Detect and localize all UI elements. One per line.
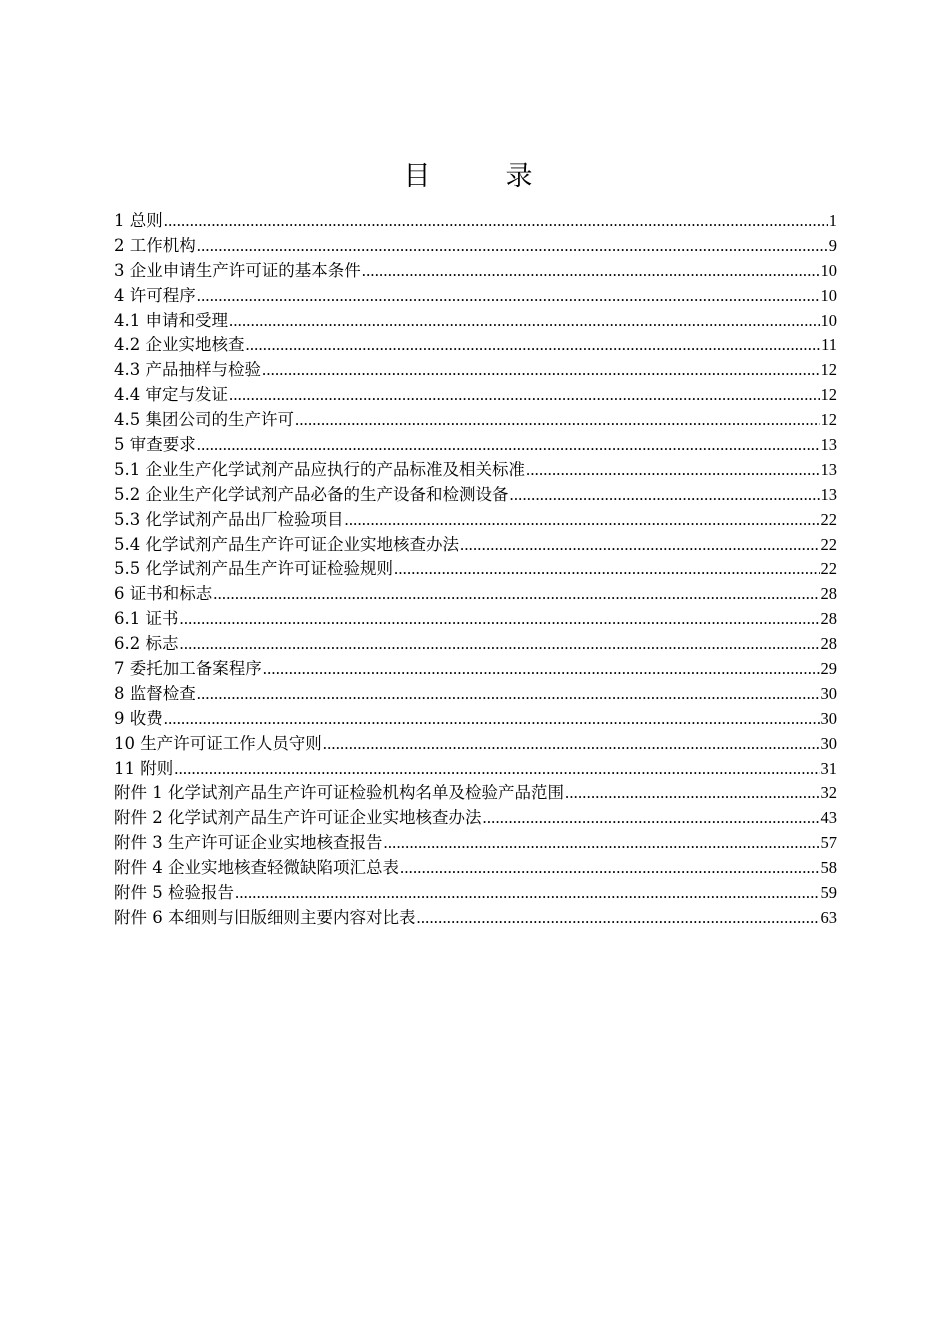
toc-page-number: 22 — [820, 534, 837, 554]
toc-page-number: 30 — [820, 733, 837, 753]
toc-page-number: 28 — [820, 609, 837, 629]
toc-entry-text: 4.4 审定与发证 — [114, 385, 228, 405]
toc-entry-text: 4 许可程序 — [114, 285, 196, 305]
toc-dot-leader — [164, 209, 828, 234]
toc-page-number: 12 — [820, 360, 837, 380]
toc-dot-leader — [345, 508, 820, 533]
toc-dot-leader — [384, 831, 820, 856]
toc-entry-text: 附件 3 生产许可证企业实地核查报告 — [114, 833, 383, 853]
toc-entry[interactable] — [114, 309, 837, 334]
toc-dot-leader — [180, 607, 820, 632]
toc-dot-leader — [417, 906, 820, 931]
toc-page-number: 57 — [820, 833, 837, 853]
toc-entry[interactable] — [114, 707, 837, 732]
toc-entry-text: 3 企业申请生产许可证的基本条件 — [114, 260, 361, 280]
toc-entry[interactable] — [114, 732, 837, 757]
toc-page-number: 30 — [820, 683, 837, 703]
toc-entry-text: 附件 5 检验报告 — [114, 883, 234, 903]
toc-dot-leader — [400, 856, 820, 881]
toc-entry-text: 1 总则 — [114, 211, 163, 230]
toc-entry[interactable] — [114, 657, 837, 682]
toc-page-number: 32 — [820, 783, 837, 803]
toc-entry[interactable] — [114, 433, 837, 458]
toc-entry[interactable] — [114, 831, 837, 856]
toc-page-number: 29 — [820, 659, 837, 679]
toc-entry-text: 附件 1 化学试剂产品生产许可证检验机构名单及检验产品范围 — [114, 783, 564, 803]
toc-page-number: 1 — [828, 211, 837, 230]
toc-page-number: 13 — [820, 459, 837, 479]
toc-entry-text: 4.1 申请和受理 — [114, 310, 228, 330]
toc-entry[interactable] — [114, 458, 837, 483]
toc-dot-leader — [197, 284, 820, 309]
toc-dot-leader — [394, 557, 820, 582]
toc-dot-leader — [174, 757, 819, 782]
toc-title: 目 录 — [403, 161, 557, 192]
toc-page-number: 22 — [820, 509, 837, 529]
toc-page-number: 10 — [820, 260, 837, 280]
toc-dot-leader — [362, 259, 820, 284]
toc-page-number: 22 — [820, 559, 837, 579]
toc-dot-leader — [164, 707, 820, 732]
toc-entry-text: 9 收费 — [114, 708, 163, 728]
toc-page-number: 9 — [828, 235, 837, 255]
toc-entry[interactable] — [114, 358, 837, 383]
toc-entry-text: 4.3 产品抽样与检验 — [114, 360, 261, 380]
toc-entry[interactable] — [114, 533, 837, 558]
toc-page-number: 28 — [820, 634, 837, 654]
toc-entry[interactable] — [114, 881, 837, 906]
toc-entry-text: 5 审查要求 — [114, 435, 196, 455]
toc-entry-text: 6 证书和标志 — [114, 584, 213, 604]
toc-entry-text: 6.2 标志 — [114, 634, 179, 654]
toc-page-number: 11 — [821, 335, 837, 355]
toc-page-number: 12 — [820, 410, 837, 430]
toc-entry-text: 附件 4 企业实地核查轻微缺陷项汇总表 — [114, 858, 399, 878]
toc-entry[interactable] — [114, 333, 837, 358]
toc-entry-text: 10 生产许可证工作人员守则 — [114, 733, 322, 753]
toc-page-number: 13 — [820, 435, 837, 455]
toc-page-number: 58 — [820, 858, 837, 878]
toc-entry-text: 附件 2 化学试剂产品生产许可证企业实地核查办法 — [114, 808, 482, 828]
toc-entry[interactable] — [114, 806, 837, 831]
toc-dot-leader — [197, 234, 828, 259]
toc-dot-leader — [460, 533, 820, 558]
toc-page-number: 10 — [820, 285, 837, 305]
toc-page-number: 31 — [820, 758, 837, 778]
toc-entry-text: 6.1 证书 — [114, 609, 179, 629]
toc-entry[interactable] — [114, 856, 837, 881]
toc-entry-text: 附件 6 本细则与旧版细则主要内容对比表 — [114, 907, 416, 927]
toc-dot-leader — [246, 333, 821, 358]
toc-entry[interactable] — [114, 259, 837, 284]
toc-page-number: 63 — [820, 907, 837, 927]
toc-dot-leader — [213, 582, 819, 607]
toc-dot-leader — [323, 732, 820, 757]
toc-page-number: 12 — [820, 385, 837, 405]
toc-entry[interactable] — [114, 582, 837, 607]
toc-dot-leader — [197, 682, 820, 707]
toc-dot-leader — [295, 408, 820, 433]
toc-entry-text: 5.3 化学试剂产品出厂检验项目 — [114, 509, 344, 529]
toc-page-number: 59 — [820, 883, 837, 903]
toc-entry[interactable] — [114, 209, 837, 234]
toc-list — [114, 209, 837, 931]
toc-dot-leader — [180, 632, 820, 657]
toc-entry[interactable] — [114, 632, 837, 657]
toc-dot-leader — [197, 433, 820, 458]
toc-page-number: 13 — [820, 484, 837, 504]
toc-entry-text: 5.5 化学试剂产品生产许可证检验规则 — [114, 559, 393, 579]
toc-entry[interactable] — [114, 906, 837, 931]
toc-entry-text: 8 监督检查 — [114, 683, 196, 703]
toc-entry[interactable] — [114, 781, 837, 806]
toc-entry-text: 4.5 集团公司的生产许可 — [114, 410, 294, 430]
toc-dot-leader — [229, 383, 820, 408]
toc-entry-text: 4.2 企业实地核查 — [114, 335, 245, 355]
toc-dot-leader — [526, 458, 820, 483]
toc-entry[interactable] — [114, 483, 837, 508]
toc-dot-leader — [510, 483, 820, 508]
toc-entry-text: 5.1 企业生产化学试剂产品应执行的产品标准及相关标准 — [114, 459, 525, 479]
toc-dot-leader — [483, 806, 820, 831]
toc-page-number: 28 — [820, 584, 837, 604]
toc-dot-leader — [235, 881, 820, 906]
toc-dot-leader — [229, 309, 820, 334]
toc-entry-text: 5.2 企业生产化学试剂产品必备的生产设备和检测设备 — [114, 484, 509, 504]
toc-entry[interactable] — [114, 383, 837, 408]
toc-entry[interactable] — [114, 408, 837, 433]
toc-entry[interactable] — [114, 234, 837, 259]
toc-page-number: 10 — [820, 310, 837, 330]
toc-page-number: 30 — [820, 708, 837, 728]
toc-entry[interactable] — [114, 284, 837, 309]
toc-entry-text: 2 工作机构 — [114, 235, 196, 255]
toc-entry[interactable] — [114, 757, 837, 782]
toc-entry[interactable] — [114, 607, 837, 632]
toc-entry-text: 11 附则 — [114, 758, 174, 778]
toc-entry[interactable] — [114, 682, 837, 707]
toc-entry-text: 5.4 化学试剂产品生产许可证企业实地核查办法 — [114, 534, 459, 554]
toc-page-number: 43 — [820, 808, 837, 828]
toc-dot-leader — [565, 781, 820, 806]
toc-entry-text: 7 委托加工备案程序 — [114, 659, 262, 679]
toc-entry[interactable] — [114, 557, 837, 582]
toc-dot-leader — [262, 358, 820, 383]
toc-entry[interactable] — [114, 508, 837, 533]
toc-dot-leader — [263, 657, 820, 682]
